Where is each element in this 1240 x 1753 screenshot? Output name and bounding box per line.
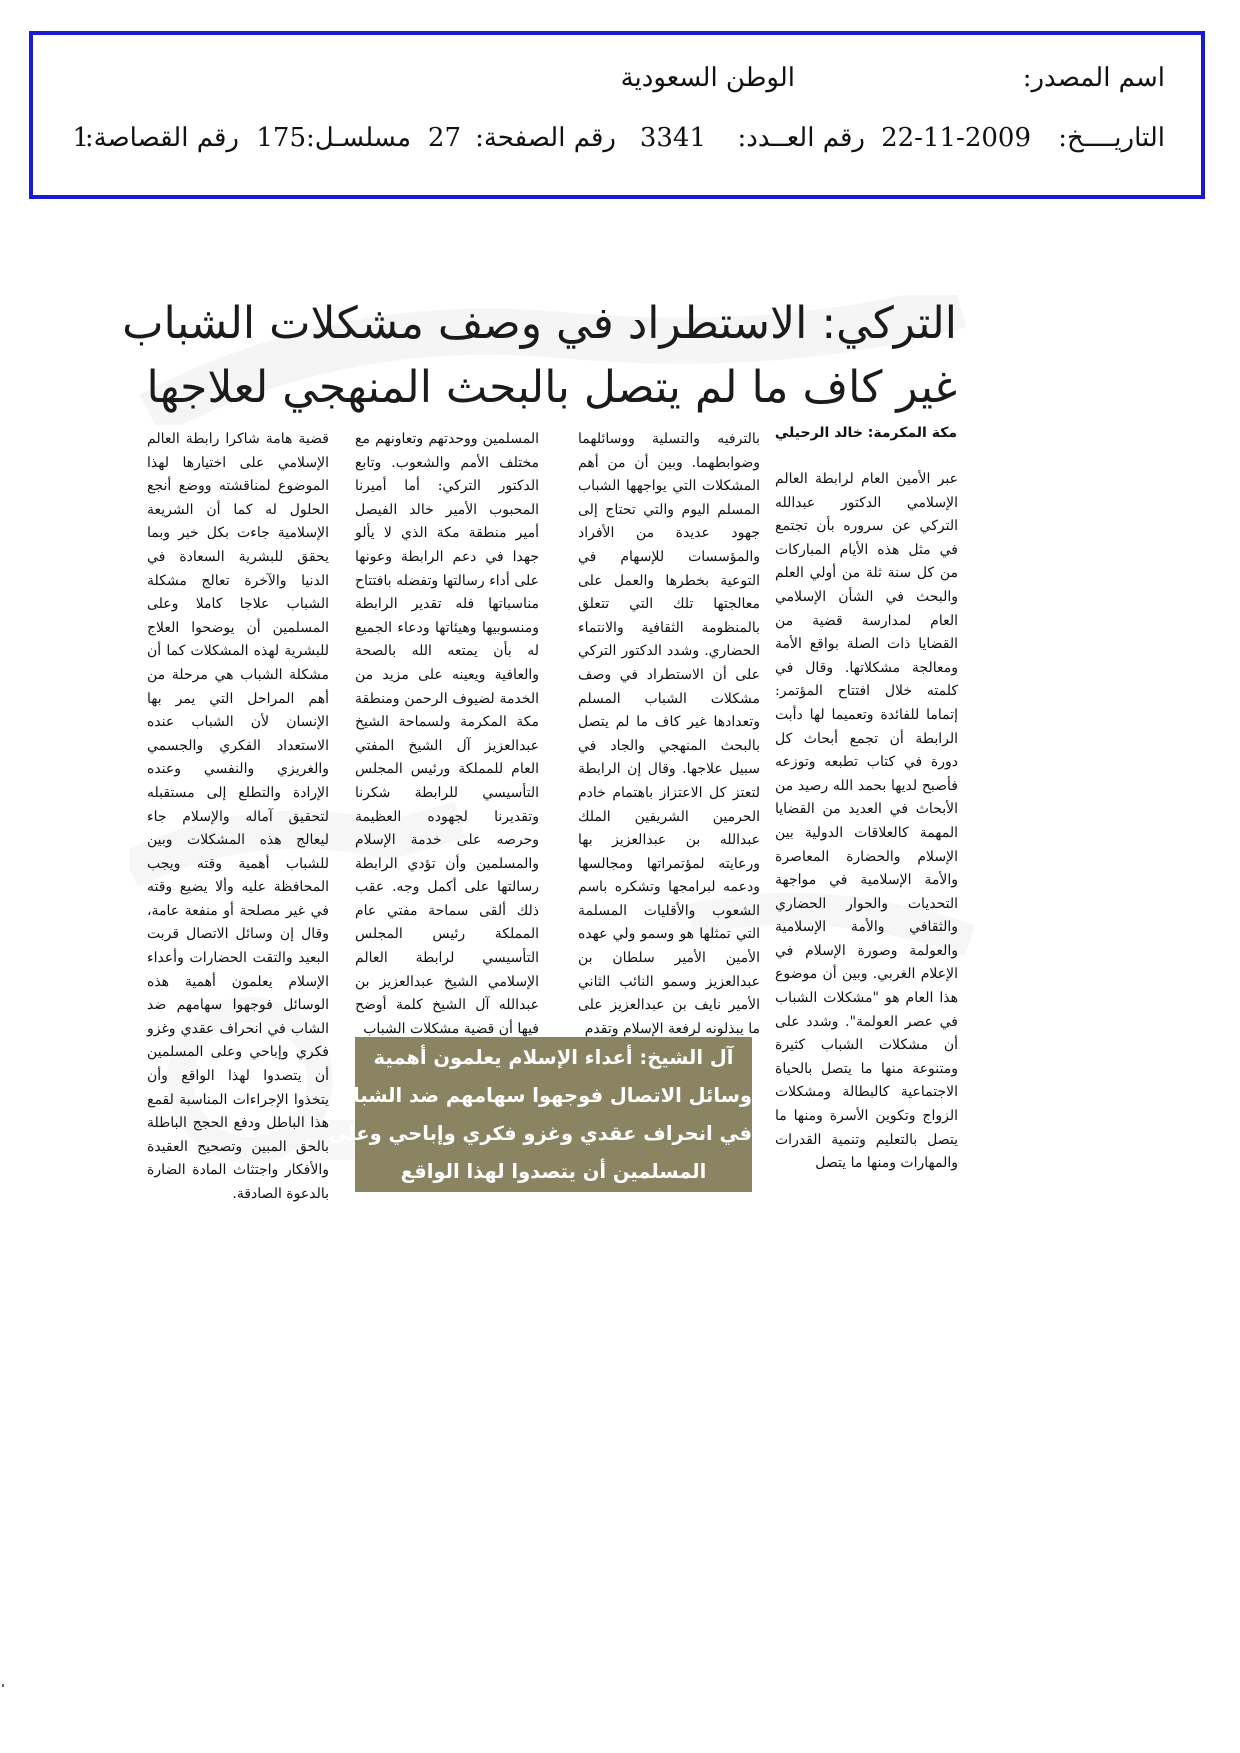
article-column-2 — [578, 428, 760, 1041]
column-2-text: بالترفيه والتسلية ووسائلهما وضوابطهما. وبين أن من أهم المشكلات التي يواجهها الشباب المسلم اليوم والتي تحتاج إلى جهود عديدة من الأفراد والمؤسسات للإسهام في التوعية بخطرها والعمل على معالجتها تلك التي تتعلق بالمنظومة الثقافية والانتماء الحضاري. وشدد الدكتور التركي على أن الاستطراد في وصف مشكلات الشباب المسلم وتعدادها غير كاف ما لم يتصل بالبحث المنهجي والجاد في سبيل علاجها. وقال إن الرابطة لتعتز كل الاعتزاز باهتمام خادم الحرمين الشريفين الملك عبدالله بن عبدالعزيز بها ورعايته لمؤتمراتها ومجالسها ودعمه لبرامجها وتشكره باسم الشعوب والأقليات المسلمة التي تمثلها هو وسمو ولي عهده الأمين الأمير سلطان بن عبدالعزيز وسمو النائب الثاني الأمير نايف بن عبدالعزيز على ما يبذلونه لرفعة الإسلام وتقدم — [578, 431, 760, 1037]
date-label: التاريــــخ: — [1058, 123, 1165, 153]
clipping-metadata-box — [29, 31, 1205, 199]
pull-quote-line-3: في انحراف عقدي وغزو فكري وإباحي وعلى — [328, 1122, 752, 1145]
serial-value: 175 — [256, 123, 306, 153]
clipping-label: رقم القصاصة: — [84, 123, 239, 153]
column-4-text: قضية هامة شاكرا رابطة العالم الإسلامي على اختيارها لهذا الموضوع لمناقشته ووضع أنجع الحلول له كما أن الشريعة الإسلامية جاءت بكل خير وبما يحقق للبشرية السعادة في الدنيا والآخرة تعالج مشكلة الشباب علاجا كاملا وعلى المسلمين أن يوضحوا العلاج للبشرية لهذه المشكلات كما أن مشكلة الشباب هي مرحلة من أهم المراحل التي يمر بها الإنسان لأن الشباب عنده الاستعداد الفكري والجسمي والغريزي والنفسي وعنده الإرادة والتطلع إلى مستقبله لتحقيق آماله والإسلام جاء ليعالج هذه المشكلات وبين للشباب أهمية وقته ويجب المحافظة عليه وألا يضيع وقته في غير مصلحة أو منفعة عامة، وقال إن وسائل الاتصال قربت البعيد والتقت الحضارات وأعداء الإسلام يعلمون أهمية هذه الوسائل فوجهوا سهامهم ضد الشاب في انحراف عقدي وغزو فكري وإباحي وعلى المسلمين أن يتصدوا لهذا الواقع وأن يتخذوا الإجراءات المناسبة لقمع هذا الباطل ودفع الحجج الباطلة بالحق المبين وتصحيح العقيدة والأفكار واجتثاث المادة الضارة بالدعوة الصادقة. — [147, 431, 329, 1202]
issue-value: 3341 — [639, 123, 706, 153]
source-label: اسم المصدر: — [1022, 63, 1165, 93]
clipping-value: 1 — [72, 123, 89, 153]
scan-mark — [2, 1684, 4, 1687]
pull-quote-line-4: المسلمين أن يتصدوا لهذا الواقع — [400, 1160, 707, 1183]
column-3-text: المسلمين ووحدتهم وتعاونهم مع مختلف الأمم والشعوب. وتابع الدكتور التركي: أما أميرنا المحبوب الأمير خالد الفيصل أمير منطقة مكة الذي لا يألو جهدا في دعم الرابطة وعونها على أداء رسالتها وتفضله بافتتاح مناسباتها فله تقدير الرابطة ومنسوبيها وهيئاتها ودعاء الجميع له بأن يمتعه الله بالصحة والعافية ويعينه على مزيد من الخدمة لضيوف الرحمن ومنطقة مكة المكرمة ولسماحة الشيخ عبدالعزيز آل الشيخ المفتي العام للمملكة ورئيس المجلس التأسيسي للرابطة شكرنا وتقديرنا لجهوده العظيمة وحرصه على خدمة الإسلام والمسلمين وأن تؤدي الرابطة رسالتها على أكمل وجه. عقب ذلك ألقى سماحة مفتي عام المملكة رئيس المجلس التأسيسي لرابطة العالم الإسلامي الشيخ عبدالعزيز بن عبدالله آل الشيخ كلمة أوضح فيها أن قضية مشكلات الشباب — [355, 431, 539, 1037]
headline-line-1: التركي: الاستطراد في وصف مشكلات الشباب — [122, 298, 957, 349]
byline: مكة المكرمة: خالد الرحيلي — [774, 425, 957, 441]
serial-label: مسلسـل: — [306, 123, 411, 153]
article-column-1 — [775, 468, 958, 1176]
issue-label: رقم العــدد: — [737, 123, 865, 153]
article-column-4 — [147, 428, 329, 1207]
pull-quote — [328, 1037, 752, 1192]
source-value: الوطن السعودية — [620, 63, 795, 93]
pull-quote-line-1: آل الشيخ: أعداء الإسلام يعلمون أهمية — [373, 1046, 734, 1069]
column-1-text: عبر الأمين العام لرابطة العالم الإسلامي الدكتور عبدالله التركي عن سروره بأن تجتمع في مثل هذه الأيام المباركات من كل سنة ثلة من أولي العلم والبحث في الشأن الإسلامي العام لمدارسة قضية من القضايا ذات الصلة بواقع الأمة ومعالجة مشكلاتها. وقال في كلمته خلال افتتاح المؤتمر: إتماما للفائدة وتعميما لها دأبت الرابطة أن تجمع أبحاث كل دورة في كتاب تطبعه وتوزعه فأصبح لديها بحمد الله رصيد من الأبحاث في العديد من القضايا المهمة كالعلاقات الدولية بين الإسلام والحضارة المعاصرة والأمة الإسلامية في مواجهة التحديات والحوار الحضاري والثقافي والأمة الإسلامية والعولمة وصورة الإسلام في الإعلام الغربي. وبين أن موضوع هذا العام هو "مشكلات الشباب في عصر العولمة". وشدد على أن مشكلات الشباب كثيرة ومتنوعة منها ما يتصل بالحياة الاجتماعية كالبطالة ومشكلات الزواج وتكوين الأسرة ومنها ما يتصل بالتعليم وتنمية القدرات والمهارات ومنها ما يتصل — [775, 471, 958, 1172]
article-column-3 — [355, 428, 539, 1041]
page-label: رقم الصفحة: — [475, 123, 616, 153]
page-value: 27 — [427, 123, 461, 153]
pull-quote-line-2: وسائل الاتصال فوجهوا سهامهم ضد الشباب — [333, 1084, 752, 1107]
headline-line-2: غير كاف ما لم يتصل بالبحث المنهجي لعلاجها — [146, 362, 957, 413]
date-value: 22-11-2009 — [881, 123, 1031, 153]
